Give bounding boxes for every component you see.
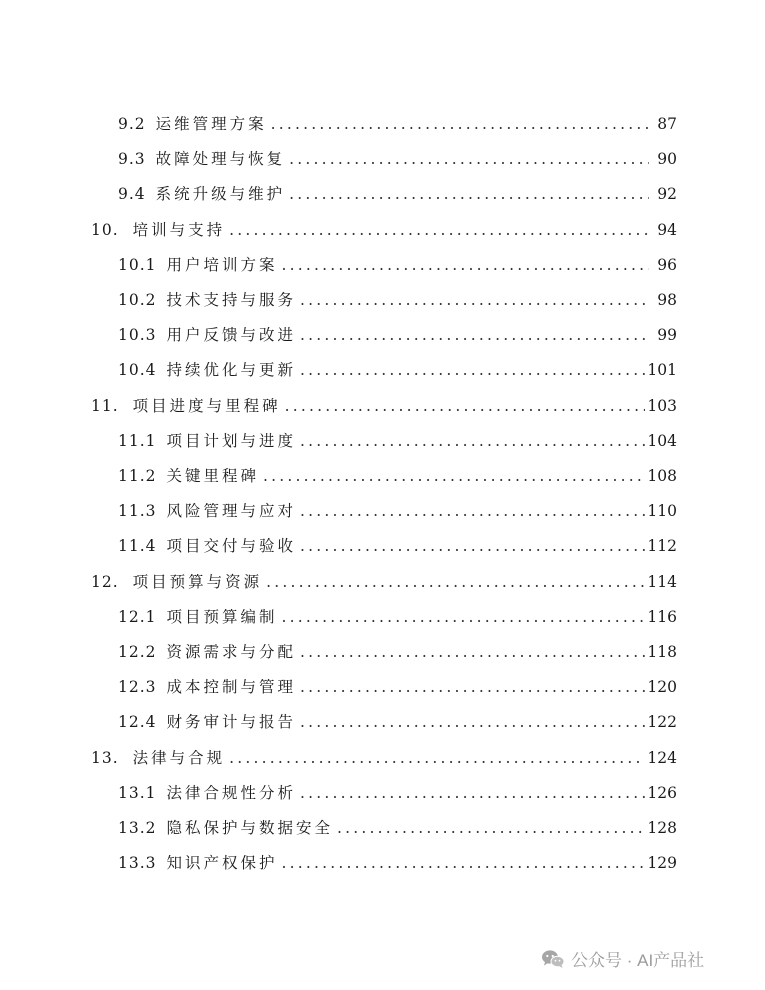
toc-entry-10-2[interactable] — [118, 288, 677, 312]
toc-entry-number: 10.1 — [118, 255, 157, 274]
toc-entry-number: 10.3 — [118, 326, 157, 345]
toc-entry-title: 项目预算与资源 — [132, 572, 263, 591]
toc-entry-9-2[interactable] — [118, 112, 677, 136]
toc-entry-title: 系统升级与维护 — [155, 185, 286, 204]
toc-entry-title: 知识产权保护 — [166, 854, 278, 873]
toc-entry-title: 故障处理与恢复 — [155, 150, 286, 169]
toc-entry-title: 风险管理与应对 — [166, 502, 297, 521]
toc-entry-title: 财务审计与报告 — [166, 713, 297, 732]
toc-entry-12[interactable] — [91, 570, 677, 594]
toc-entry-number: 11.3 — [118, 502, 157, 521]
toc-entry-number: 11.2 — [118, 467, 157, 485]
dot-leader — [300, 323, 649, 347]
toc-entry-number: 12. — [91, 572, 119, 591]
toc-entry-10-1[interactable] — [118, 253, 677, 277]
toc-entry-number: 9.2 — [118, 115, 146, 133]
toc-entry-title: 关键里程碑 — [166, 467, 260, 485]
dot-leader — [300, 429, 645, 453]
toc-entry-title: 运维管理方案 — [155, 115, 267, 133]
toc-entry-title: 用户反馈与改进 — [166, 326, 297, 345]
dot-leader — [285, 394, 646, 418]
toc-entry-page: 120 — [647, 678, 677, 697]
watermark-text: 公众号 · AI产品社 — [571, 951, 705, 970]
toc-entry-number: 10.2 — [118, 291, 157, 309]
toc-entry-page: 122 — [647, 713, 677, 732]
toc-entry-13[interactable] — [91, 746, 677, 770]
toc-entry-title: 法律与合规 — [132, 748, 226, 767]
toc-entry-title: 项目预算编制 — [166, 607, 278, 626]
toc-entry-page: 101 — [647, 361, 677, 380]
toc-entry-12-4[interactable] — [118, 710, 677, 734]
toc-entry-11-3[interactable] — [118, 499, 677, 523]
toc-entry-title: 持续优化与更新 — [166, 361, 297, 380]
toc-entry-12-3[interactable] — [118, 675, 677, 699]
dot-leader — [282, 253, 649, 277]
dot-leader — [300, 499, 645, 523]
toc-entry-11-2[interactable] — [118, 464, 677, 488]
toc-entry-10[interactable] — [91, 218, 677, 242]
dot-leader — [282, 605, 646, 629]
dot-leader — [289, 182, 649, 206]
dot-leader — [271, 112, 649, 136]
toc-entry-number: 13.3 — [118, 854, 157, 873]
toc-entry-number: 12.2 — [118, 643, 157, 661]
dot-leader — [263, 464, 645, 488]
toc-entry-number: 13. — [91, 748, 119, 767]
toc-entry-page: 98 — [657, 291, 677, 309]
dot-leader — [300, 640, 645, 664]
toc-entry-title: 隐私保护与数据安全 — [166, 819, 334, 837]
toc-entry-number: 12.1 — [118, 607, 157, 626]
toc-entry-title: 项目计划与进度 — [166, 431, 297, 450]
dot-leader — [266, 570, 645, 594]
dot-leader — [300, 358, 645, 382]
dot-leader — [282, 851, 646, 875]
toc-entry-12-2[interactable] — [118, 640, 677, 664]
toc-entry-title: 项目进度与里程碑 — [132, 396, 281, 415]
toc-entry-number: 11.1 — [118, 431, 157, 450]
toc-entry-title: 法律合规性分析 — [166, 783, 297, 802]
toc-entry-title: 资源需求与分配 — [166, 643, 297, 661]
dot-leader — [300, 288, 649, 312]
toc-entry-page: 110 — [647, 502, 677, 521]
dot-leader — [300, 710, 645, 734]
toc-entry-page: 92 — [657, 185, 677, 204]
toc-entry-page: 94 — [657, 220, 677, 239]
toc-entry-page: 114 — [647, 572, 677, 591]
toc-entry-page: 112 — [647, 537, 677, 556]
toc-entry-number: 9.3 — [118, 150, 146, 169]
toc-entry-number: 12.3 — [118, 678, 157, 697]
toc-entry-number: 11. — [91, 396, 119, 415]
toc-entry-page: 129 — [647, 854, 677, 873]
toc-entry-10-3[interactable] — [118, 323, 677, 347]
toc-entry-13-3[interactable] — [118, 851, 677, 875]
dot-leader — [337, 816, 645, 840]
toc-entry-page: 128 — [647, 819, 677, 837]
wechat-icon — [541, 949, 565, 969]
toc-entry-number: 13.1 — [118, 783, 157, 802]
toc-entry-10-4[interactable] — [118, 358, 677, 382]
dot-leader — [289, 147, 649, 171]
toc-entry-13-1[interactable] — [118, 781, 677, 805]
toc-entry-9-4[interactable] — [118, 182, 677, 206]
dot-leader — [229, 746, 645, 770]
toc-entry-page: 104 — [647, 431, 677, 450]
toc-entry-13-2[interactable] — [118, 816, 677, 840]
toc-entry-page: 103 — [647, 396, 677, 415]
toc-entry-number: 11.4 — [118, 537, 157, 556]
toc-entry-number: 13.2 — [118, 819, 157, 837]
dot-leader — [300, 534, 645, 558]
toc-entry-title: 成本控制与管理 — [166, 678, 297, 697]
toc-entry-11[interactable] — [91, 394, 677, 418]
toc-entry-title: 技术支持与服务 — [166, 291, 297, 309]
toc-entry-page: 90 — [657, 150, 677, 169]
toc-entry-title: 用户培训方案 — [166, 255, 278, 274]
toc-entry-11-4[interactable] — [118, 534, 677, 558]
dot-leader — [300, 675, 645, 699]
dot-leader — [229, 218, 649, 242]
toc-entry-9-3[interactable] — [118, 147, 677, 171]
toc-entry-page: 118 — [647, 643, 677, 661]
toc-entry-page: 108 — [647, 467, 677, 485]
toc-entry-page: 116 — [647, 607, 677, 626]
toc-entry-number: 12.4 — [118, 713, 157, 732]
toc-entry-title: 培训与支持 — [132, 220, 226, 239]
dot-leader — [300, 781, 645, 805]
toc-entry-page: 96 — [657, 255, 677, 274]
watermark — [541, 946, 704, 971]
toc-entry-number: 9.4 — [118, 185, 146, 204]
toc-entry-page: 124 — [647, 748, 677, 767]
toc-entry-page: 99 — [657, 326, 677, 345]
toc-entry-page: 87 — [657, 115, 677, 133]
toc-entry-11-1[interactable] — [118, 429, 677, 453]
toc-entry-title: 项目交付与验收 — [166, 537, 297, 556]
toc-entry-12-1[interactable] — [118, 605, 677, 629]
toc-entry-number: 10.4 — [118, 361, 157, 380]
toc-entry-number: 10. — [91, 220, 119, 239]
toc-entry-page: 126 — [647, 783, 677, 802]
